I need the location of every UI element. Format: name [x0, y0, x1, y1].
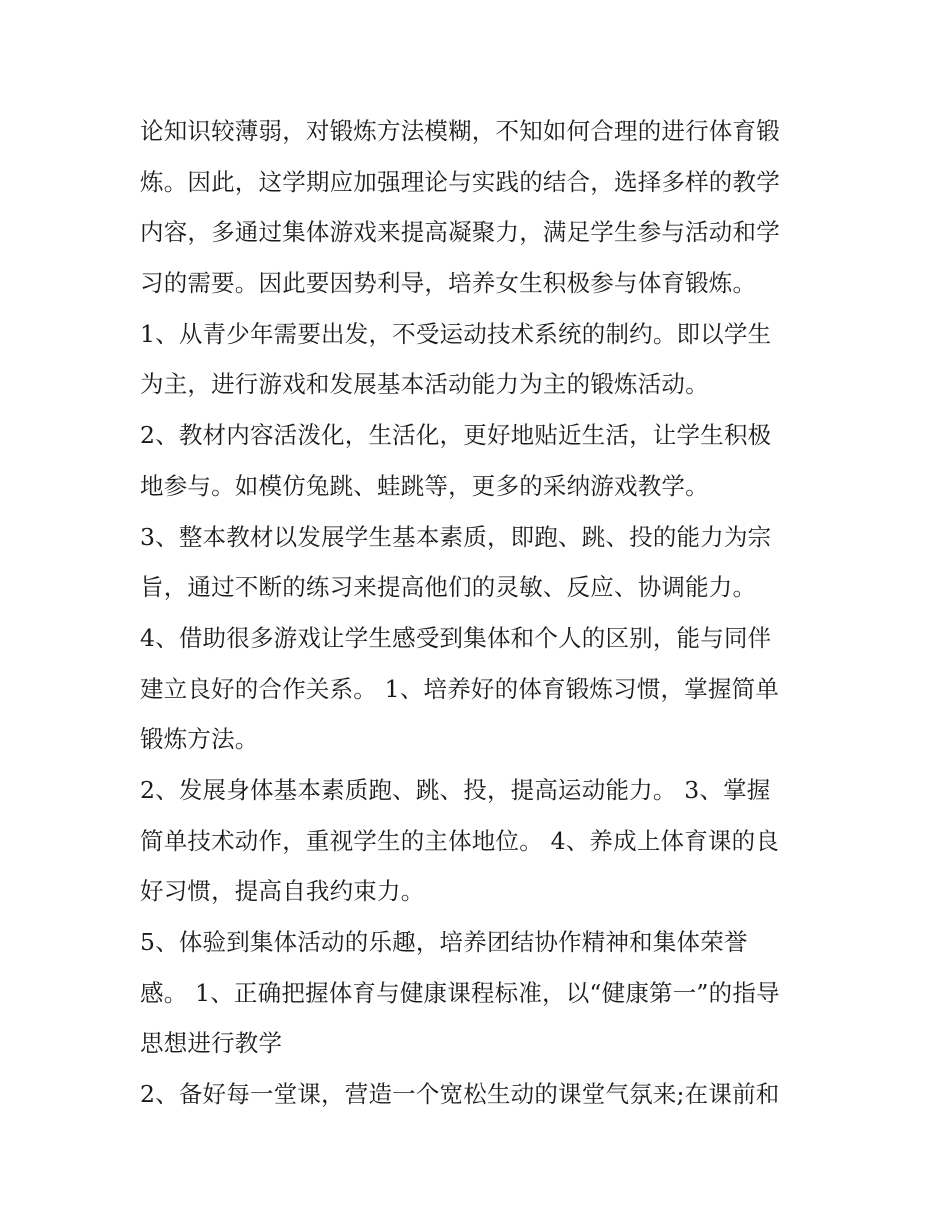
- text-line: 好习惯，提高自我约束力。: [140, 877, 425, 906]
- text-line: 2、发展身体基本素质跑、跳、投，提高运动能力。 3、掌握: [140, 775, 771, 804]
- text-line: 2、备好每一堂课，营造一个宽松生动的课堂气氛来;在课前和: [140, 1080, 780, 1109]
- document-body: [140, 106, 840, 1120]
- text-line: 地参与。如模仿兔跳、蛙跳等，更多的采纳游戏教学。: [140, 471, 709, 500]
- text-line: 3、整本教材以发展学生基本素质，即跑、跳、投的能力为宗: [140, 522, 772, 551]
- text-line: 5、体验到集体活动的乐趣，培养团结协作精神和集体荣誉: [140, 928, 748, 956]
- text-line: 旨，通过不断的练习来提高他们的灵敏、反应、协调能力。: [140, 573, 757, 602]
- text-line: 内容，多通过集体游戏来提高凝聚力，满足学生参与活动和学: [140, 218, 780, 247]
- text-line: 为主，进行游戏和发展基本活动能力为主的锻炼活动。: [140, 370, 709, 399]
- text-line: 习的需要。因此要因势利导，培养女生积极参与体育锻炼。: [140, 269, 757, 298]
- text-line: 炼。因此，这学期应加强理论与实践的结合，选择多样的教学: [140, 167, 780, 196]
- text-line: 建立良好的合作关系。 1、培养好的体育锻炼习惯，掌握简单: [140, 674, 780, 703]
- text-line: 4、借助很多游戏让学生感受到集体和个人的区别，能与同伴: [140, 623, 772, 652]
- text-line: 2、教材内容活泼化，生活化，更好地贴近生活，让学生积极: [140, 421, 772, 450]
- text-line: 1、从青少年需要出发，不受运动技术系统的制约。即以学生: [140, 319, 772, 348]
- text-line: 锻炼方法。: [140, 725, 259, 754]
- text-line: 思想进行教学: [140, 1029, 283, 1058]
- text-line: 论知识较薄弱，对锻炼方法模糊，不知如何合理的进行体育锻: [140, 117, 780, 145]
- text-line: 简单技术动作，重视学生的主体地位。 4、养成上体育课的良: [140, 826, 780, 855]
- text-line: 感。 1、正确把握体育与健康课程标准，以“健康第一”的指导: [140, 978, 780, 1007]
